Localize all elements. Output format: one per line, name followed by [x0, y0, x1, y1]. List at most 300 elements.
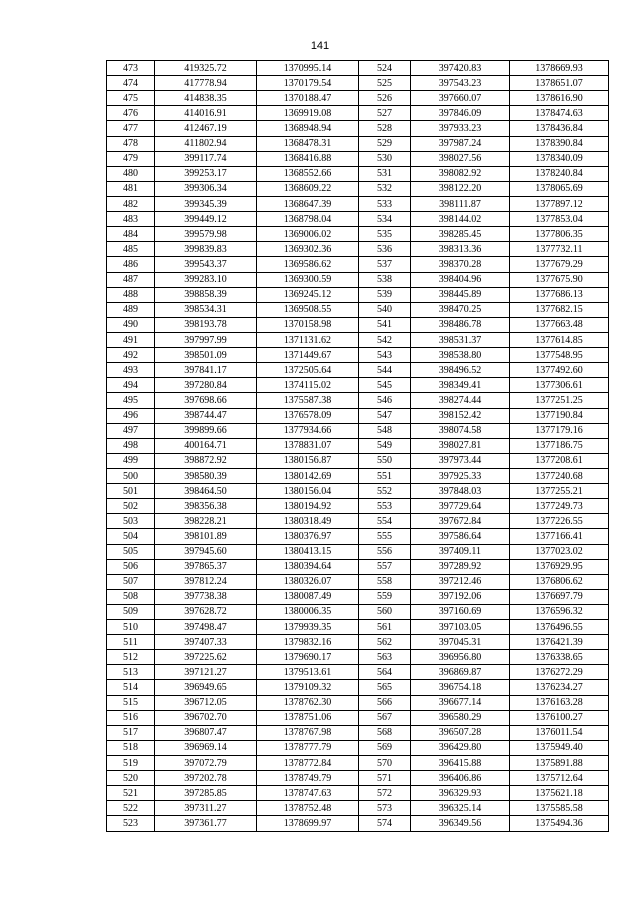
- point-number-cell: 477: [107, 121, 155, 136]
- table-row: [107, 529, 359, 544]
- x-coordinate-cell: 399839.83: [155, 242, 257, 257]
- x-coordinate-cell: 396754.18: [411, 680, 510, 695]
- y-coordinate-cell: 1377190.84: [510, 408, 609, 423]
- table-row: [107, 544, 359, 559]
- point-number-cell: 491: [107, 332, 155, 347]
- point-number-cell: 574: [359, 816, 411, 831]
- y-coordinate-cell: 1375585.58: [510, 801, 609, 816]
- point-number-cell: 505: [107, 544, 155, 559]
- table-row: [107, 453, 359, 468]
- x-coordinate-cell: 398313.36: [411, 242, 510, 257]
- table-row: [107, 665, 359, 680]
- y-coordinate-cell: 1377186.75: [510, 438, 609, 453]
- x-coordinate-cell: 397045.31: [411, 635, 510, 650]
- table-row: [107, 302, 359, 317]
- point-number-cell: 513: [107, 665, 155, 680]
- x-coordinate-cell: 398074.58: [411, 423, 510, 438]
- x-coordinate-cell: 397997.99: [155, 332, 257, 347]
- table-row: [107, 257, 359, 272]
- table-row: [107, 650, 359, 665]
- point-number-cell: 507: [107, 574, 155, 589]
- table-row: [107, 499, 359, 514]
- right-table-body: [359, 61, 609, 832]
- table-row: [359, 771, 609, 786]
- y-coordinate-cell: 1377023.02: [510, 544, 609, 559]
- y-coordinate-cell: 1379832.16: [257, 635, 359, 650]
- table-row: [359, 453, 609, 468]
- x-coordinate-cell: 396349.56: [411, 816, 510, 831]
- x-coordinate-cell: 397865.37: [155, 559, 257, 574]
- point-number-cell: 554: [359, 514, 411, 529]
- y-coordinate-cell: 1377251.25: [510, 393, 609, 408]
- point-number-cell: 553: [359, 499, 411, 514]
- point-number-cell: 548: [359, 423, 411, 438]
- point-number-cell: 530: [359, 151, 411, 166]
- y-coordinate-cell: 1380326.07: [257, 574, 359, 589]
- table-row: [359, 227, 609, 242]
- point-number-cell: 503: [107, 514, 155, 529]
- point-number-cell: 567: [359, 710, 411, 725]
- y-coordinate-cell: 1368647.39: [257, 196, 359, 211]
- x-coordinate-cell: 411802.94: [155, 136, 257, 151]
- x-coordinate-cell: 397698.66: [155, 393, 257, 408]
- x-coordinate-cell: 398464.50: [155, 484, 257, 499]
- table-row: [359, 408, 609, 423]
- y-coordinate-cell: 1368948.94: [257, 121, 359, 136]
- y-coordinate-cell: 1378651.07: [510, 76, 609, 91]
- x-coordinate-cell: 398285.45: [411, 227, 510, 242]
- y-coordinate-cell: 1378777.79: [257, 740, 359, 755]
- y-coordinate-cell: 1377306.61: [510, 378, 609, 393]
- x-coordinate-cell: 397672.84: [411, 514, 510, 529]
- x-coordinate-cell: 397973.44: [411, 453, 510, 468]
- table-row: [359, 257, 609, 272]
- y-coordinate-cell: 1378752.48: [257, 801, 359, 816]
- table-row: [107, 378, 359, 393]
- table-row: [359, 438, 609, 453]
- table-row: [359, 378, 609, 393]
- table-row: [107, 816, 359, 831]
- y-coordinate-cell: 1379513.61: [257, 665, 359, 680]
- x-coordinate-cell: 399283.10: [155, 272, 257, 287]
- y-coordinate-cell: 1369245.12: [257, 287, 359, 302]
- y-coordinate-cell: 1368552.66: [257, 166, 359, 181]
- point-number-cell: 551: [359, 468, 411, 483]
- point-number-cell: 474: [107, 76, 155, 91]
- table-row: [359, 484, 609, 499]
- point-number-cell: 506: [107, 559, 155, 574]
- y-coordinate-cell: 1372505.64: [257, 363, 359, 378]
- table-row: [359, 574, 609, 589]
- x-coordinate-cell: 396677.14: [411, 695, 510, 710]
- point-number-cell: 508: [107, 589, 155, 604]
- point-number-cell: 556: [359, 544, 411, 559]
- y-coordinate-cell: 1380318.49: [257, 514, 359, 529]
- y-coordinate-cell: 1376234.27: [510, 680, 609, 695]
- left-coordinate-table: [106, 60, 359, 832]
- y-coordinate-cell: 1374115.02: [257, 378, 359, 393]
- point-number-cell: 547: [359, 408, 411, 423]
- table-row: [107, 166, 359, 181]
- y-coordinate-cell: 1378669.93: [510, 61, 609, 76]
- point-number-cell: 486: [107, 257, 155, 272]
- y-coordinate-cell: 1379109.32: [257, 680, 359, 695]
- x-coordinate-cell: 396329.93: [411, 786, 510, 801]
- y-coordinate-cell: 1376338.65: [510, 650, 609, 665]
- y-coordinate-cell: 1376163.28: [510, 695, 609, 710]
- table-row: [107, 196, 359, 211]
- table-row: [107, 363, 359, 378]
- point-number-cell: 531: [359, 166, 411, 181]
- x-coordinate-cell: 397212.46: [411, 574, 510, 589]
- y-coordinate-cell: 1377255.21: [510, 484, 609, 499]
- table-row: [359, 710, 609, 725]
- y-coordinate-cell: 1376496.55: [510, 620, 609, 635]
- y-coordinate-cell: 1377675.90: [510, 272, 609, 287]
- point-number-cell: 519: [107, 756, 155, 771]
- table-row: [359, 816, 609, 831]
- x-coordinate-cell: 399253.17: [155, 166, 257, 181]
- point-number-cell: 485: [107, 242, 155, 257]
- y-coordinate-cell: 1378240.84: [510, 166, 609, 181]
- point-number-cell: 487: [107, 272, 155, 287]
- point-number-cell: 511: [107, 635, 155, 650]
- y-coordinate-cell: 1375494.36: [510, 816, 609, 831]
- x-coordinate-cell: 398534.31: [155, 302, 257, 317]
- y-coordinate-cell: 1377853.04: [510, 212, 609, 227]
- x-coordinate-cell: 419325.72: [155, 61, 257, 76]
- y-coordinate-cell: 1368478.31: [257, 136, 359, 151]
- point-number-cell: 560: [359, 604, 411, 619]
- point-number-cell: 535: [359, 227, 411, 242]
- table-row: [359, 393, 609, 408]
- table-row: [359, 332, 609, 347]
- y-coordinate-cell: 1370179.54: [257, 76, 359, 91]
- point-number-cell: 529: [359, 136, 411, 151]
- point-number-cell: 542: [359, 332, 411, 347]
- table-row: [359, 348, 609, 363]
- table-row: [359, 650, 609, 665]
- table-row: [107, 423, 359, 438]
- table-row: [359, 151, 609, 166]
- left-table-body: [107, 61, 359, 832]
- point-number-cell: 534: [359, 212, 411, 227]
- point-number-cell: 475: [107, 91, 155, 106]
- x-coordinate-cell: 396807.47: [155, 725, 257, 740]
- table-row: [107, 408, 359, 423]
- point-number-cell: 562: [359, 635, 411, 650]
- x-coordinate-cell: 397586.64: [411, 529, 510, 544]
- point-number-cell: 559: [359, 589, 411, 604]
- point-number-cell: 564: [359, 665, 411, 680]
- x-coordinate-cell: 397945.60: [155, 544, 257, 559]
- table-row: [107, 393, 359, 408]
- table-row: [107, 181, 359, 196]
- y-coordinate-cell: 1377548.95: [510, 348, 609, 363]
- y-coordinate-cell: 1378749.79: [257, 771, 359, 786]
- point-number-cell: 525: [359, 76, 411, 91]
- table-row: [359, 121, 609, 136]
- x-coordinate-cell: 396415.88: [411, 756, 510, 771]
- point-number-cell: 500: [107, 468, 155, 483]
- x-coordinate-cell: 397361.77: [155, 816, 257, 831]
- point-number-cell: 502: [107, 499, 155, 514]
- x-coordinate-cell: 397225.62: [155, 650, 257, 665]
- point-number-cell: 501: [107, 484, 155, 499]
- table-row: [107, 106, 359, 121]
- point-number-cell: 572: [359, 786, 411, 801]
- point-number-cell: 473: [107, 61, 155, 76]
- x-coordinate-cell: 397846.09: [411, 106, 510, 121]
- table-row: [359, 665, 609, 680]
- x-coordinate-cell: 399306.34: [155, 181, 257, 196]
- y-coordinate-cell: 1380156.87: [257, 453, 359, 468]
- y-coordinate-cell: 1371449.67: [257, 348, 359, 363]
- x-coordinate-cell: 396869.87: [411, 665, 510, 680]
- point-number-cell: 484: [107, 227, 155, 242]
- table-row: [107, 589, 359, 604]
- y-coordinate-cell: 1368609.22: [257, 181, 359, 196]
- x-coordinate-cell: 398496.52: [411, 363, 510, 378]
- y-coordinate-cell: 1370158.98: [257, 317, 359, 332]
- x-coordinate-cell: 398082.92: [411, 166, 510, 181]
- point-number-cell: 536: [359, 242, 411, 257]
- point-number-cell: 481: [107, 181, 155, 196]
- y-coordinate-cell: 1377897.12: [510, 196, 609, 211]
- x-coordinate-cell: 399117.74: [155, 151, 257, 166]
- table-row: [359, 604, 609, 619]
- point-number-cell: 494: [107, 378, 155, 393]
- point-number-cell: 563: [359, 650, 411, 665]
- y-coordinate-cell: 1378751.06: [257, 710, 359, 725]
- y-coordinate-cell: 1375949.40: [510, 740, 609, 755]
- table-row: [107, 620, 359, 635]
- x-coordinate-cell: 397933.23: [411, 121, 510, 136]
- table-row: [359, 725, 609, 740]
- point-number-cell: 528: [359, 121, 411, 136]
- x-coordinate-cell: 397660.07: [411, 91, 510, 106]
- y-coordinate-cell: 1378390.84: [510, 136, 609, 151]
- x-coordinate-cell: 398349.41: [411, 378, 510, 393]
- point-number-cell: 512: [107, 650, 155, 665]
- y-coordinate-cell: 1377226.55: [510, 514, 609, 529]
- x-coordinate-cell: 397498.47: [155, 620, 257, 635]
- table-row: [107, 559, 359, 574]
- x-coordinate-cell: 399345.39: [155, 196, 257, 211]
- y-coordinate-cell: 1375621.18: [510, 786, 609, 801]
- x-coordinate-cell: 397103.05: [411, 620, 510, 635]
- point-number-cell: 495: [107, 393, 155, 408]
- x-coordinate-cell: 398445.89: [411, 287, 510, 302]
- table-row: [359, 302, 609, 317]
- point-number-cell: 476: [107, 106, 155, 121]
- table-row: [107, 786, 359, 801]
- y-coordinate-cell: 1369919.08: [257, 106, 359, 121]
- x-coordinate-cell: 398538.80: [411, 348, 510, 363]
- table-row: [359, 76, 609, 91]
- table-row: [107, 227, 359, 242]
- page-number: 141: [310, 40, 330, 52]
- x-coordinate-cell: 398531.37: [411, 332, 510, 347]
- table-row: [359, 468, 609, 483]
- point-number-cell: 504: [107, 529, 155, 544]
- y-coordinate-cell: 1377166.41: [510, 529, 609, 544]
- y-coordinate-cell: 1378065.69: [510, 181, 609, 196]
- x-coordinate-cell: 399543.37: [155, 257, 257, 272]
- y-coordinate-cell: 1377240.68: [510, 468, 609, 483]
- point-number-cell: 520: [107, 771, 155, 786]
- y-coordinate-cell: 1377679.29: [510, 257, 609, 272]
- table-row: [107, 151, 359, 166]
- table-row: [359, 212, 609, 227]
- point-number-cell: 546: [359, 393, 411, 408]
- table-row: [359, 680, 609, 695]
- y-coordinate-cell: 1380142.69: [257, 468, 359, 483]
- table-row: [359, 635, 609, 650]
- point-number-cell: 549: [359, 438, 411, 453]
- x-coordinate-cell: 414016.91: [155, 106, 257, 121]
- x-coordinate-cell: 397202.78: [155, 771, 257, 786]
- table-row: [359, 196, 609, 211]
- table-row: [107, 771, 359, 786]
- table-row: [359, 317, 609, 332]
- table-row: [107, 348, 359, 363]
- y-coordinate-cell: 1380376.97: [257, 529, 359, 544]
- x-coordinate-cell: 399899.66: [155, 423, 257, 438]
- y-coordinate-cell: 1376596.32: [510, 604, 609, 619]
- y-coordinate-cell: 1380394.64: [257, 559, 359, 574]
- point-number-cell: 552: [359, 484, 411, 499]
- x-coordinate-cell: 397409.11: [411, 544, 510, 559]
- table-row: [359, 559, 609, 574]
- x-coordinate-cell: 397280.84: [155, 378, 257, 393]
- table-row: [107, 438, 359, 453]
- table-row: [107, 91, 359, 106]
- y-coordinate-cell: 1376421.39: [510, 635, 609, 650]
- y-coordinate-cell: 1378831.07: [257, 438, 359, 453]
- point-number-cell: 498: [107, 438, 155, 453]
- x-coordinate-cell: 397121.27: [155, 665, 257, 680]
- x-coordinate-cell: 417778.94: [155, 76, 257, 91]
- table-row: [359, 61, 609, 76]
- table-row: [107, 740, 359, 755]
- y-coordinate-cell: 1375712.64: [510, 771, 609, 786]
- x-coordinate-cell: 396712.05: [155, 695, 257, 710]
- y-coordinate-cell: 1379939.35: [257, 620, 359, 635]
- x-coordinate-cell: 396325.14: [411, 801, 510, 816]
- table-row: [107, 242, 359, 257]
- point-number-cell: 516: [107, 710, 155, 725]
- x-coordinate-cell: 398872.92: [155, 453, 257, 468]
- table-row: [359, 91, 609, 106]
- point-number-cell: 488: [107, 287, 155, 302]
- x-coordinate-cell: 414838.35: [155, 91, 257, 106]
- table-row: [359, 740, 609, 755]
- y-coordinate-cell: 1378340.09: [510, 151, 609, 166]
- x-coordinate-cell: 397729.64: [411, 499, 510, 514]
- x-coordinate-cell: 398580.39: [155, 468, 257, 483]
- x-coordinate-cell: 398501.09: [155, 348, 257, 363]
- table-row: [359, 695, 609, 710]
- x-coordinate-cell: 398858.39: [155, 287, 257, 302]
- table-row: [107, 710, 359, 725]
- y-coordinate-cell: 1368416.88: [257, 151, 359, 166]
- point-number-cell: 565: [359, 680, 411, 695]
- y-coordinate-cell: 1376100.27: [510, 710, 609, 725]
- y-coordinate-cell: 1378747.63: [257, 786, 359, 801]
- table-row: [107, 76, 359, 91]
- table-row: [359, 272, 609, 287]
- y-coordinate-cell: 1378436.84: [510, 121, 609, 136]
- x-coordinate-cell: 397628.72: [155, 604, 257, 619]
- y-coordinate-cell: 1369006.02: [257, 227, 359, 242]
- table-row: [359, 166, 609, 181]
- x-coordinate-cell: 400164.71: [155, 438, 257, 453]
- point-number-cell: 480: [107, 166, 155, 181]
- point-number-cell: 496: [107, 408, 155, 423]
- y-coordinate-cell: 1380087.49: [257, 589, 359, 604]
- y-coordinate-cell: 1377686.13: [510, 287, 609, 302]
- point-number-cell: 539: [359, 287, 411, 302]
- x-coordinate-cell: 412467.19: [155, 121, 257, 136]
- point-number-cell: 482: [107, 196, 155, 211]
- x-coordinate-cell: 398486.78: [411, 317, 510, 332]
- x-coordinate-cell: 398111.87: [411, 196, 510, 211]
- x-coordinate-cell: 397543.23: [411, 76, 510, 91]
- point-number-cell: 514: [107, 680, 155, 695]
- y-coordinate-cell: 1368798.04: [257, 212, 359, 227]
- right-coordinate-table: [358, 60, 609, 832]
- x-coordinate-cell: 396969.14: [155, 740, 257, 755]
- table-row: [359, 106, 609, 121]
- table-row: [107, 287, 359, 302]
- x-coordinate-cell: 397987.24: [411, 136, 510, 151]
- point-number-cell: 526: [359, 91, 411, 106]
- y-coordinate-cell: 1380156.04: [257, 484, 359, 499]
- point-number-cell: 543: [359, 348, 411, 363]
- table-row: [359, 756, 609, 771]
- point-number-cell: 478: [107, 136, 155, 151]
- table-row: [359, 499, 609, 514]
- point-number-cell: 523: [107, 816, 155, 831]
- y-coordinate-cell: 1371131.62: [257, 332, 359, 347]
- point-number-cell: 533: [359, 196, 411, 211]
- point-number-cell: 537: [359, 257, 411, 272]
- y-coordinate-cell: 1378762.30: [257, 695, 359, 710]
- y-coordinate-cell: 1369586.62: [257, 257, 359, 272]
- y-coordinate-cell: 1369302.36: [257, 242, 359, 257]
- y-coordinate-cell: 1378474.63: [510, 106, 609, 121]
- y-coordinate-cell: 1370188.47: [257, 91, 359, 106]
- y-coordinate-cell: 1376272.29: [510, 665, 609, 680]
- x-coordinate-cell: 397420.83: [411, 61, 510, 76]
- y-coordinate-cell: 1377732.11: [510, 242, 609, 257]
- y-coordinate-cell: 1380413.15: [257, 544, 359, 559]
- point-number-cell: 568: [359, 725, 411, 740]
- table-row: [359, 242, 609, 257]
- point-number-cell: 544: [359, 363, 411, 378]
- point-number-cell: 540: [359, 302, 411, 317]
- y-coordinate-cell: 1370995.14: [257, 61, 359, 76]
- point-number-cell: 483: [107, 212, 155, 227]
- table-row: [359, 136, 609, 151]
- point-number-cell: 509: [107, 604, 155, 619]
- x-coordinate-cell: 397160.69: [411, 604, 510, 619]
- point-number-cell: 510: [107, 620, 155, 635]
- point-number-cell: 489: [107, 302, 155, 317]
- y-coordinate-cell: 1375891.88: [510, 756, 609, 771]
- y-coordinate-cell: 1377682.15: [510, 302, 609, 317]
